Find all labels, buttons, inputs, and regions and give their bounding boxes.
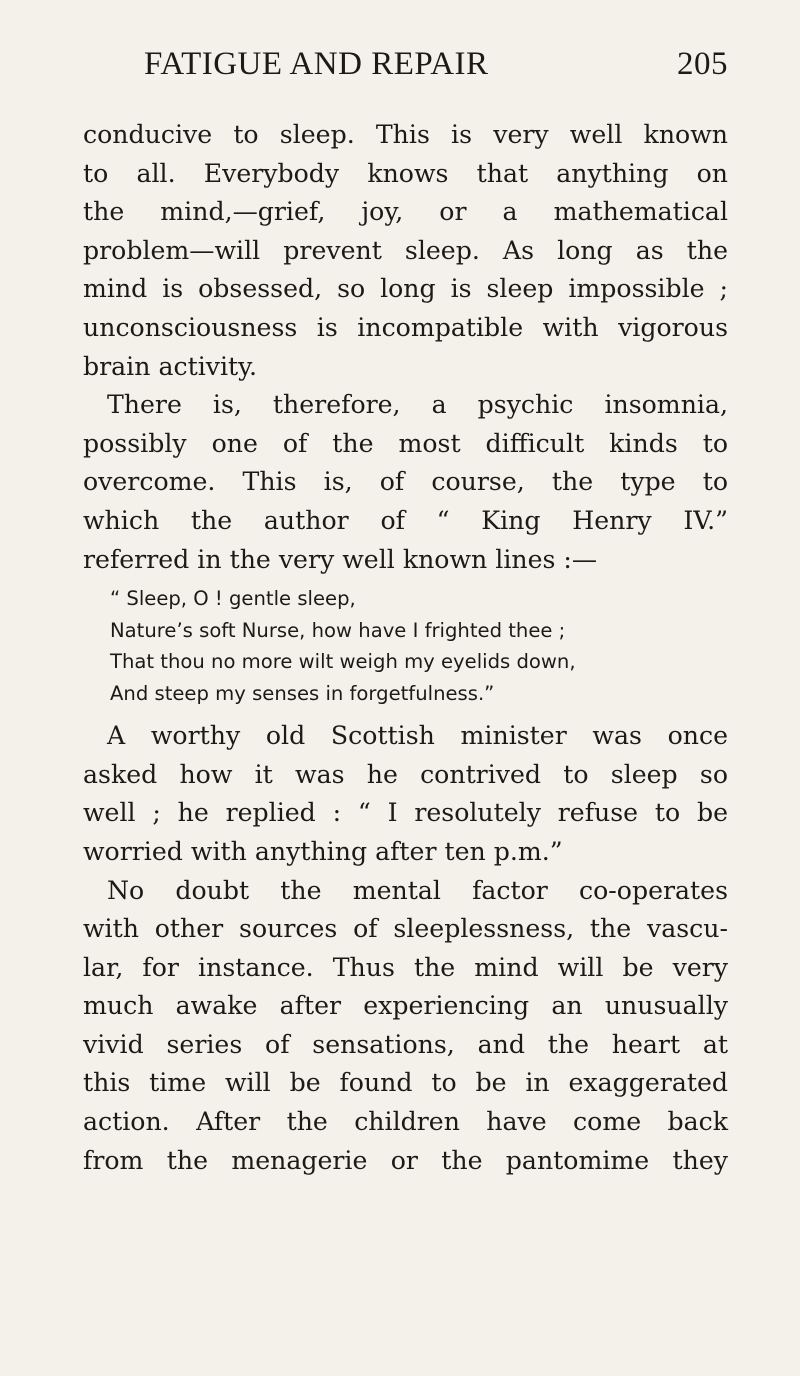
text-line: well ; he replied : “ I resolutely refuse to be (83, 798, 728, 828)
text-line: problem—will prevent sleep. As long as the (83, 235, 728, 265)
text-line: referred in the very well known lines :— (83, 544, 598, 574)
text-line: much awake after experiencing an unusually (83, 991, 728, 1021)
paragraph (82, 386, 728, 579)
text-line: vivid series of sensations, and the heart at (83, 1029, 728, 1059)
verse-line: And steep my senses in forgetfulness.” (110, 681, 495, 705)
text-line: with other sources of sleeplessness, the vascu- (83, 914, 728, 944)
text-line: lar, for instance. Thus the mind will be very (83, 952, 728, 982)
body-text (82, 116, 728, 1180)
text-line: A worthy old Scottish minister was once (107, 721, 728, 751)
text-line: action. After the children have come back (83, 1107, 728, 1137)
text-line: There is, therefore, a psychic insomnia, (107, 390, 728, 420)
text-line: which the author of “ King Henry IV.” (83, 505, 728, 535)
verse-line: That thou no more wilt weigh my eyelids down, (110, 650, 576, 674)
page-number: 205 (677, 46, 728, 82)
paragraph (82, 872, 728, 1181)
text-line: brain activity. (83, 351, 258, 381)
running-head (82, 46, 728, 94)
verse-line: “ Sleep, O ! gentle sleep, (110, 587, 356, 611)
text-line: No doubt the mental factor co-operates (107, 875, 728, 905)
text-line: worried with anything after ten p.m.” (83, 836, 563, 866)
text-line: unconsciousness is incompatible with vigorous (83, 312, 728, 342)
text-line: asked how it was he contrived to sleep so (83, 759, 728, 789)
text-line: possibly one of the most difficult kinds to (83, 428, 728, 458)
paragraph (82, 717, 728, 871)
paragraph (82, 116, 728, 386)
text-line: this time will be found to be in exaggerated (83, 1068, 728, 1098)
text-line: overcome. This is, of course, the type to (83, 467, 728, 497)
text-line: the mind,—grief, joy, or a mathematical (83, 197, 728, 227)
verse-line: Nature’s soft Nurse, how have I frighted thee ; (110, 618, 566, 642)
text-line: mind is obsessed, so long is sleep impossible ; (83, 274, 728, 304)
book-page (82, 46, 728, 1180)
running-head-title: FATIGUE AND REPAIR (144, 46, 489, 82)
text-line: conducive to sleep. This is very well known (83, 120, 728, 149)
verse-quotation (82, 583, 728, 709)
text-line: to all. Everybody knows that anything on (83, 158, 728, 188)
text-line: from the menagerie or the pantomime they (83, 1145, 728, 1175)
